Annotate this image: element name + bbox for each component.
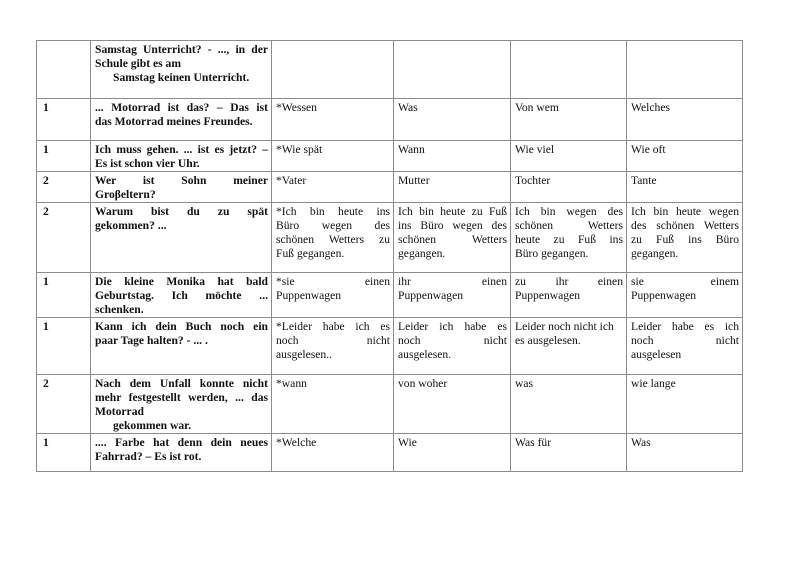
option-cell[interactable]: *Wie spät [272, 141, 394, 172]
option-line: Leider noch nicht ich [515, 320, 614, 333]
option-cell[interactable]: Von wem [511, 99, 627, 141]
option-line: Ich bin heute zu Fuß [398, 205, 507, 218]
option-line: *Leider habe ich es [276, 320, 390, 333]
option-cell[interactable] [511, 41, 627, 99]
option-cell[interactable] [272, 203, 394, 273]
option-line: es ausgelesen. [515, 334, 581, 347]
option-line: gegangen. [398, 247, 446, 260]
question-line: Samstag Unterricht? - ..., in der [95, 43, 268, 56]
option-cell[interactable]: Was [627, 434, 743, 472]
option-cell[interactable] [272, 318, 394, 375]
option-cell[interactable]: wie lange [627, 375, 743, 434]
option-line: Büro wegen des [276, 219, 390, 232]
question-line: das Motorrad meines Freundes. [95, 115, 253, 128]
option-line: Büro gegangen. [515, 247, 589, 260]
option-line: *sie einen [276, 275, 390, 288]
quiz-table [36, 40, 743, 472]
option-cell[interactable] [394, 273, 511, 318]
option-cell[interactable] [627, 41, 743, 99]
question-line: Motorrad [95, 405, 144, 418]
question-line: Warum bist du zu spät [95, 205, 268, 218]
points-cell: 1 [37, 318, 91, 375]
question-line: Nach dem Unfall konnte nicht [95, 377, 268, 390]
option-line: Puppenwagen [276, 289, 342, 302]
option-cell[interactable]: *Wessen [272, 99, 394, 141]
table-row [37, 203, 743, 273]
option-cell[interactable]: Was [394, 99, 511, 141]
question-line: Samstag keinen Unterricht. [113, 71, 250, 84]
option-line: ihr einen [398, 275, 507, 288]
option-line: gegangen. [631, 247, 679, 260]
question-line: gekommen war. [113, 419, 192, 432]
option-line: ins Büro wegen des [398, 219, 507, 232]
option-line: heute zu Fuß ins [515, 233, 623, 246]
question-line: Groβeltern? [95, 188, 156, 201]
option-line: Leider ich habe es [398, 320, 507, 333]
option-line: noch nicht [398, 334, 507, 347]
option-cell[interactable]: *Vater [272, 172, 394, 203]
option-line: des schönen Wetters [631, 219, 739, 232]
points-cell: 1 [37, 434, 91, 472]
option-line: Puppenwagen [398, 289, 464, 302]
option-cell[interactable] [627, 203, 743, 273]
points-cell [37, 41, 91, 99]
question-line: paar Tage halten? - ... . [95, 334, 208, 347]
question-cell [91, 434, 272, 472]
question-line: .... Farbe hat denn dein neues [95, 436, 268, 449]
points-cell: 2 [37, 375, 91, 434]
option-cell[interactable] [272, 41, 394, 99]
option-line: Puppenwagen [515, 289, 581, 302]
question-cell [91, 203, 272, 273]
question-cell [91, 172, 272, 203]
option-line: ausgelesen [631, 348, 682, 361]
option-line: Ich bin wegen des [515, 205, 623, 218]
question-line: schenken. [95, 303, 144, 316]
table-row [37, 273, 743, 318]
option-cell[interactable]: Welches [627, 99, 743, 141]
option-cell[interactable] [394, 318, 511, 375]
option-line: schönen Wetters zu [276, 233, 390, 246]
option-cell[interactable]: von woher [394, 375, 511, 434]
option-cell[interactable]: Wie [394, 434, 511, 472]
points-cell: 2 [37, 172, 91, 203]
question-line: Schule gibt es am [95, 57, 181, 70]
option-cell[interactable]: Tochter [511, 172, 627, 203]
option-cell[interactable]: Wann [394, 141, 511, 172]
option-line: zu Fuß ins Büro [631, 233, 739, 246]
option-cell[interactable]: Wie viel [511, 141, 627, 172]
option-line: noch nicht [631, 334, 739, 347]
points-cell: 1 [37, 141, 91, 172]
option-cell[interactable] [511, 318, 627, 375]
option-line: schönen Wetters [398, 233, 507, 246]
question-line: Wer ist Sohn meiner [95, 174, 268, 187]
table-row [37, 99, 743, 141]
table-row [37, 434, 743, 472]
table-row [37, 141, 743, 172]
option-line: Puppenwagen [631, 289, 697, 302]
option-cell[interactable]: *Welche [272, 434, 394, 472]
question-line: Kann ich dein Buch noch ein [95, 320, 268, 333]
option-cell[interactable]: *wann [272, 375, 394, 434]
question-cell [91, 141, 272, 172]
option-cell[interactable]: Wie oft [627, 141, 743, 172]
option-line: zu ihr einen [515, 275, 623, 288]
option-line: *Ich bin heute ins [276, 205, 390, 218]
question-cell [91, 318, 272, 375]
option-cell[interactable]: Was für [511, 434, 627, 472]
points-cell: 1 [37, 99, 91, 141]
question-cell [91, 41, 272, 99]
option-line: schönen Wetters [515, 219, 623, 232]
option-cell[interactable] [627, 273, 743, 318]
option-cell[interactable]: Tante [627, 172, 743, 203]
option-cell[interactable] [511, 273, 627, 318]
question-line: Es ist schon vier Uhr. [95, 157, 200, 170]
option-cell[interactable]: Mutter [394, 172, 511, 203]
option-line: ausgelesen.. [276, 348, 333, 361]
question-cell [91, 375, 272, 434]
table-row [37, 41, 743, 99]
option-cell[interactable] [272, 273, 394, 318]
question-line: ... Motorrad ist das? – Das ist [95, 101, 268, 114]
option-line: ausgelesen. [398, 348, 452, 361]
option-cell[interactable] [394, 41, 511, 99]
option-cell[interactable] [511, 203, 627, 273]
option-line: Fuß gegangen. [276, 247, 345, 260]
question-cell [91, 273, 272, 318]
option-cell[interactable] [394, 203, 511, 273]
question-line: Geburtstag. Ich möchte ... [95, 289, 268, 302]
table-row [37, 375, 743, 434]
question-line: Ich muss gehen. ... ist es jetzt? – [95, 143, 268, 156]
option-cell[interactable]: was [511, 375, 627, 434]
table-row [37, 318, 743, 375]
question-line: gekommen? ... [95, 219, 167, 232]
question-line: Die kleine Monika hat bald [95, 275, 268, 288]
option-line: sie einem [631, 275, 739, 288]
option-cell[interactable] [627, 318, 743, 375]
option-line: Ich bin heute wegen [631, 205, 739, 218]
points-cell: 2 [37, 203, 91, 273]
question-line: mehr festgestellt werden, ... das [95, 391, 268, 404]
points-cell: 1 [37, 273, 91, 318]
question-cell [91, 99, 272, 141]
option-line: noch nicht [276, 334, 390, 347]
table-row [37, 172, 743, 203]
question-line: Fahrrad? – Es ist rot. [95, 450, 202, 463]
option-line: Leider habe es ich [631, 320, 739, 333]
